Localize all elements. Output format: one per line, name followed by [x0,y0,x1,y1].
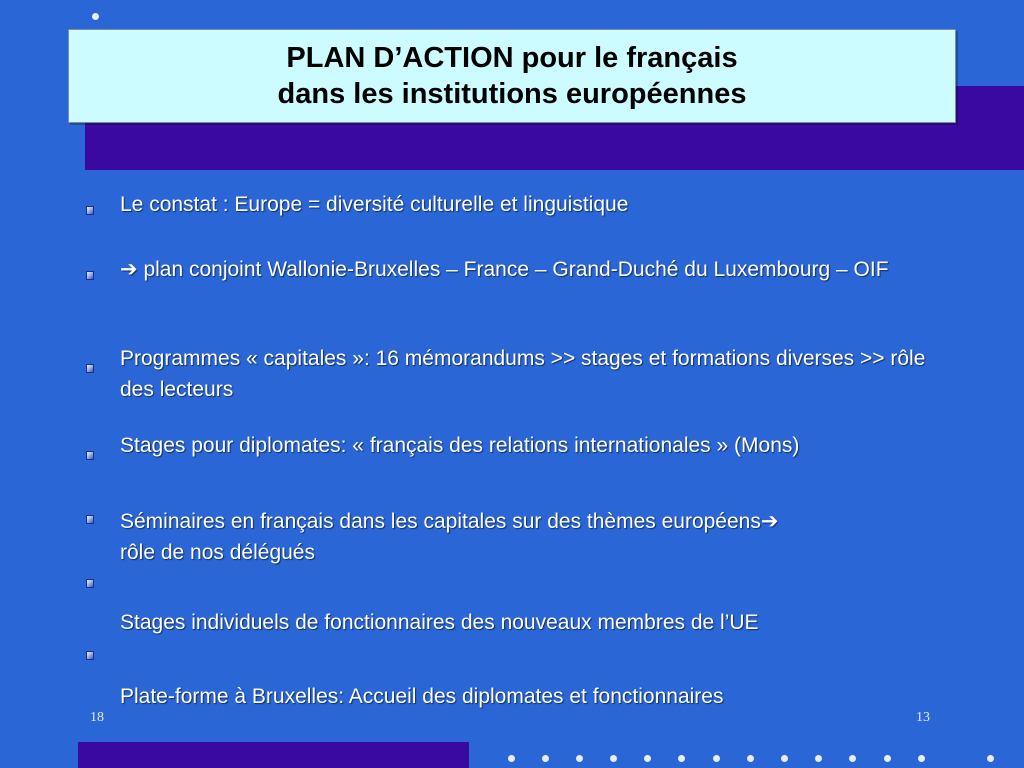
bullet-marker-icon [86,515,94,524]
decorative-dot [576,755,583,762]
bullet-item [120,189,940,220]
decorative-dot [918,755,925,762]
bullet-marker-icon [86,364,94,373]
decorative-dot [542,755,549,762]
bullet-item [120,343,940,405]
decorative-dot [713,755,720,762]
decorative-dot [747,755,754,762]
bullet-text: Plate-forme à Bruxelles: Accueil des diplomates et fonctionnaires [120,685,724,708]
bullet-marker-icon [86,206,94,215]
slide-title-line-2: dans les institutions européennes [277,78,747,110]
decorative-dot [678,755,685,762]
decorative-dot [884,755,891,762]
decorative-dot [781,755,788,762]
bullet-text: plan conjoint Wallonie-Bruxelles – France – Grand-Duché du Luxembourg – OIF [137,258,889,281]
bullet-text: Le constat : Europe = diversité culturelle et linguistique [120,193,629,216]
bullet-item [120,506,940,568]
slide-title-line-1: PLAN D’ACTION pour le français [286,42,738,74]
bullet-marker-icon [86,271,94,280]
decorative-dot [849,755,856,762]
bullet-text: Stages individuels de fonctionnaires des nouveaux membres de l’UE [120,611,759,634]
bullet-marker-icon [86,651,94,660]
bullet-text: Programmes « capitales »: 16 mémorandums >> stages et formations diverses >> rôle des lecteurs [120,347,926,401]
bullet-item [120,681,940,712]
bullet-text: Stages pour diplomates: « français des relations internationales » (Mons) [120,434,800,457]
slide-number: 13 [916,710,930,725]
bullet-text-continued: rôle de nos délégués [120,541,315,564]
bullet-item [120,430,940,461]
footer-left-number: 18 [90,710,104,725]
bullet-marker-icon [86,579,94,588]
bullet-marker-icon [86,451,94,460]
right-arrow-icon: ➔ [120,258,138,281]
decorative-dot [644,755,651,762]
decorative-dot [508,755,515,762]
decorative-dot [815,755,822,762]
bullet-text: Séminaires en français dans les capitales sur des thèmes européens [120,510,761,533]
bullet-item [120,254,940,285]
right-arrow-icon: ➔ [760,510,779,533]
bullet-item [120,607,940,638]
decorative-dot [987,755,994,762]
decorative-dot [610,755,617,762]
